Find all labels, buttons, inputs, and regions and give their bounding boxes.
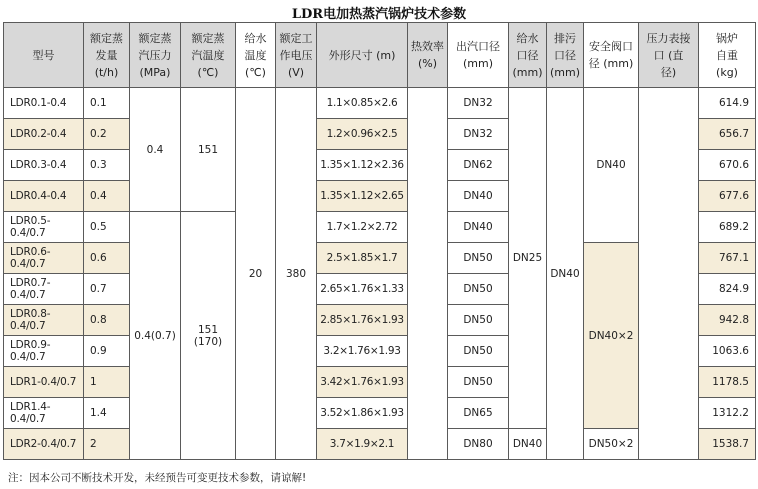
header-feedwater-temp-line: 温度: [244, 48, 267, 62]
header-safety-valve-line: 安全阀口: [589, 40, 633, 53]
header-water-inlet-line: 给水: [516, 31, 539, 45]
cell-weight: 942.8: [699, 305, 756, 336]
header-efficiency-line: (%): [417, 57, 438, 70]
cell-dimensions: 3.42×1.76×1.93: [317, 367, 408, 398]
cell-efficiency: [408, 88, 448, 460]
header-voltage: [276, 23, 317, 88]
table-body: [4, 88, 756, 460]
header-pressure-line: (MPa): [139, 65, 171, 79]
header-drain-line: 口径: [554, 48, 576, 62]
cell-weight: 689.2: [699, 212, 756, 243]
cell-model: LDR0.8-0.4/0.7: [4, 305, 84, 336]
cell-dimensions: 2.85×1.76×1.93: [317, 305, 408, 336]
table-row: [4, 88, 756, 119]
header-voltage-line: (V): [287, 65, 305, 79]
cell-temperature: 151: [181, 88, 236, 212]
cell-steam-outlet: DN62: [448, 150, 509, 181]
cell-evaporation: 2: [84, 429, 130, 460]
temperature-value: 151: [197, 323, 219, 336]
header-drain-line: 排污: [554, 31, 576, 45]
cell-model: LDR0.2-0.4: [4, 119, 84, 150]
cell-weight: 1063.6: [699, 336, 756, 367]
header-pressure: [130, 23, 181, 88]
header-voltage-line: 额定工: [279, 31, 313, 45]
header-gauge-port-line: 径): [660, 65, 677, 79]
header-pressure-line: 汽压力: [138, 48, 172, 62]
header-temperature-line: 额定蒸: [191, 31, 225, 45]
cell-dimensions: 3.7×1.9×2.1: [317, 429, 408, 460]
header-efficiency-line: 热效率: [411, 40, 444, 53]
cell-steam-outlet: DN50: [448, 305, 509, 336]
cell-dimensions: 2.65×1.76×1.33: [317, 274, 408, 305]
cell-model: LDR1-0.4/0.7: [4, 367, 84, 398]
cell-steam-outlet: DN40: [448, 212, 509, 243]
header-evaporation-line: 发量: [95, 48, 118, 62]
cell-model: LDR1.4-0.4/0.7: [4, 398, 84, 429]
cell-dimensions: 1.7×1.2×2.72: [317, 212, 408, 243]
header-row: [4, 23, 756, 88]
cell-steam-outlet: DN50: [448, 243, 509, 274]
cell-pressure: 0.4: [130, 88, 181, 212]
header-feedwater-temp-line: (℃): [245, 65, 266, 79]
cell-steam-outlet: DN32: [448, 88, 509, 119]
cell-weight: 656.7: [699, 119, 756, 150]
cell-weight: 1178.5: [699, 367, 756, 398]
header-feedwater-temp: [236, 23, 276, 88]
cell-model: LDR0.4-0.4: [4, 181, 84, 212]
header-voltage-line: 作电压: [279, 48, 313, 62]
cell-weight: 824.9: [699, 274, 756, 305]
cell-steam-outlet: DN40: [448, 181, 509, 212]
cell-voltage: 380: [276, 88, 317, 460]
cell-gauge-port: [639, 88, 699, 460]
header-water-inlet-line: 口径: [516, 48, 539, 62]
cell-dimensions: 3.2×1.76×1.93: [317, 336, 408, 367]
cell-safety-valve: DN40: [584, 88, 639, 243]
cell-safety-valve: DN40×2: [584, 243, 639, 429]
cell-steam-outlet: DN50: [448, 367, 509, 398]
cell-evaporation: 0.9: [84, 336, 130, 367]
header-dimensions: [317, 23, 408, 88]
cell-weight: 1538.7: [699, 429, 756, 460]
cell-evaporation: 1.4: [84, 398, 130, 429]
header-evaporation-line: 额定蒸: [90, 31, 123, 45]
header-gauge-port: [639, 23, 699, 88]
header-weight-line: 锅炉: [716, 31, 738, 45]
header-model-line: 型号: [32, 48, 55, 62]
header-safety-valve: [584, 23, 639, 88]
cell-water-inlet: DN25: [509, 88, 547, 429]
header-feedwater-temp-line: 给水: [244, 31, 267, 45]
cell-model: LDR0.3-0.4: [4, 150, 84, 181]
header-efficiency: [408, 23, 448, 88]
cell-weight: 767.1: [699, 243, 756, 274]
cell-model: LDR0.6-0.4/0.7: [4, 243, 84, 274]
header-pressure-line: 额定蒸: [138, 31, 172, 45]
cell-pressure: 0.4(0.7): [130, 212, 181, 460]
header-drain-line: (mm): [549, 65, 580, 79]
spec-table: [3, 22, 756, 460]
cell-feedwater-temp: 20: [236, 88, 276, 460]
cell-model: LDR0.9-0.4/0.7: [4, 336, 84, 367]
cell-evaporation: 0.2: [84, 119, 130, 150]
temperature-value-alt: (170): [193, 335, 223, 348]
header-steam-outlet: [448, 23, 509, 88]
header-evaporation: [84, 23, 130, 88]
cell-model: LDR0.1-0.4: [4, 88, 84, 119]
cell-weight: 1312.2: [699, 398, 756, 429]
header-weight-line: (kg): [716, 65, 738, 79]
cell-evaporation: 0.8: [84, 305, 130, 336]
header-weight: [699, 23, 756, 88]
header-water-inlet-line: (mm): [512, 65, 543, 79]
header-steam-outlet-line: (mm): [462, 57, 493, 70]
header-gauge-port-line: 口 (直: [653, 48, 684, 62]
cell-dimensions: 3.52×1.86×1.93: [317, 398, 408, 429]
cell-steam-outlet: DN65: [448, 398, 509, 429]
cell-evaporation: 0.4: [84, 181, 130, 212]
cell-dimensions: 1.2×0.96×2.5: [317, 119, 408, 150]
cell-evaporation: 0.5: [84, 212, 130, 243]
cell-water-inlet: DN40: [509, 429, 547, 460]
header-temperature-line: 汽温度: [191, 48, 225, 62]
cell-weight: 677.6: [699, 181, 756, 212]
cell-evaporation: 1: [84, 367, 130, 398]
header-weight-line: 自重: [716, 48, 738, 62]
cell-model: LDR0.5-0.4/0.7: [4, 212, 84, 243]
cell-safety-valve: DN50×2: [584, 429, 639, 460]
cell-steam-outlet: DN50: [448, 336, 509, 367]
cell-drain: DN40: [547, 88, 584, 460]
footnote: 注：因本公司不断技术开发，未经预告可变更技术参数，请谅解!: [8, 472, 307, 484]
header-model: [4, 23, 84, 88]
cell-evaporation: 0.1: [84, 88, 130, 119]
cell-temperature: [181, 212, 236, 460]
cell-evaporation: 0.7: [84, 274, 130, 305]
cell-weight: 670.6: [699, 150, 756, 181]
cell-steam-outlet: DN50: [448, 274, 509, 305]
cell-model: LDR2-0.4/0.7: [4, 429, 84, 460]
cell-dimensions: 2.5×1.85×1.7: [317, 243, 408, 274]
cell-evaporation: 0.6: [84, 243, 130, 274]
cell-weight: 614.9: [699, 88, 756, 119]
cell-model: LDR0.7-0.4/0.7: [4, 274, 84, 305]
header-dimensions-line: 外形尺寸 (m): [328, 48, 396, 62]
header-water-inlet: [509, 23, 547, 88]
header-evaporation-line: (t/h): [94, 65, 119, 79]
page-title: LDR电加热蒸汽锅炉技术参数: [291, 7, 467, 22]
header-temperature: [181, 23, 236, 88]
header-gauge-port-line: 压力表接: [646, 31, 691, 45]
cell-dimensions: 1.35×1.12×2.36: [317, 150, 408, 181]
header-drain: [547, 23, 584, 88]
cell-dimensions: 1.1×0.85×2.6: [317, 88, 408, 119]
header-temperature-line: (℃): [197, 65, 219, 79]
cell-evaporation: 0.3: [84, 150, 130, 181]
cell-steam-outlet: DN32: [448, 119, 509, 150]
header-safety-valve-line: 径 (mm): [588, 57, 634, 70]
header-steam-outlet-line: 出汽口径: [456, 40, 500, 53]
cell-dimensions: 1.35×1.12×2.65: [317, 181, 408, 212]
cell-steam-outlet: DN80: [448, 429, 509, 460]
